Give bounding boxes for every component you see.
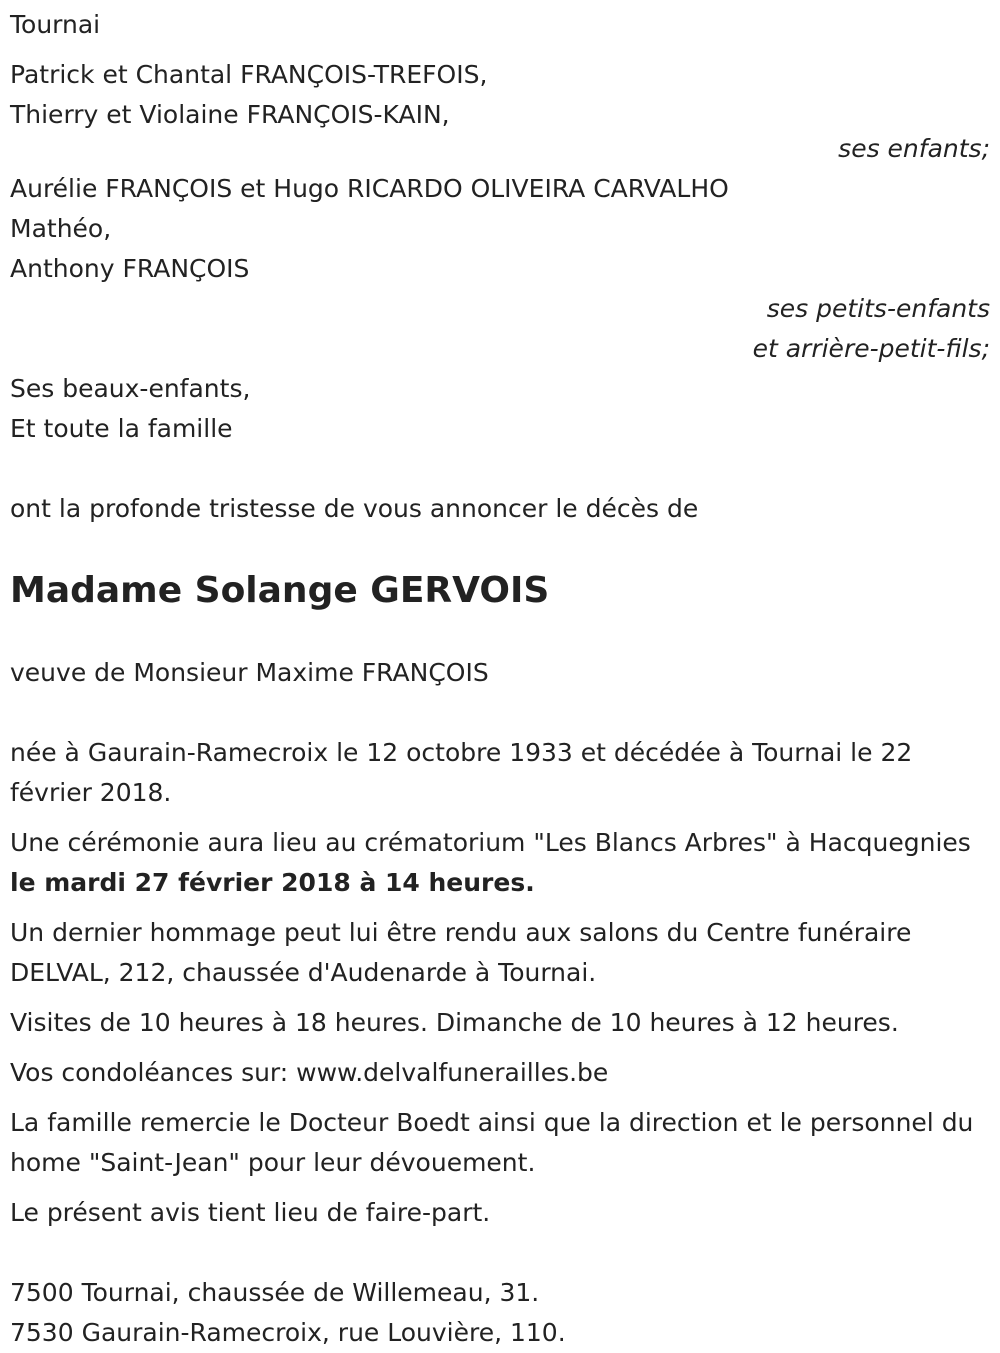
homage-text: Un dernier hommage peut lui être rendu aux salons du Centre funéraire DELVAL, 212, chaussée d'Audenarde à Tournai. — [10, 918, 912, 987]
addresses-block — [10, 1273, 990, 1353]
address-line: 7530 Gaurain-Ramecroix, rue Louvière, 110. — [10, 1318, 566, 1347]
family-line: Et toute la famille — [10, 414, 233, 443]
condolences-text: Vos condoléances sur: www.delvalfunerailles.be — [10, 1058, 609, 1087]
visits-text: Visites de 10 heures à 18 heures. Dimanche de 10 heures à 12 heures. — [10, 1008, 899, 1037]
announcement-text: ont la profonde tristesse de vous annoncer le décès de — [10, 494, 699, 523]
grandchild-line: Mathéo, — [10, 214, 112, 243]
ceremony-date: le mardi 27 février 2018 à 14 heures. — [10, 868, 535, 897]
grandchild-line: Aurélie FRANÇOIS et Hugo RICARDO OLIVEIRA CARVALHO — [10, 174, 729, 203]
child-line: Thierry et Violaine FRANÇOIS-KAIN, — [10, 100, 450, 129]
city-heading: Tournai — [10, 10, 101, 39]
grandchildren-block — [10, 169, 990, 369]
grandchild-line: Anthony FRANÇOIS — [10, 254, 250, 283]
birth-death-text: née à Gaurain-Ramecroix le 12 octobre 1933 et décédée à Tournai le 22 février 2018. — [10, 738, 913, 807]
family-line: Ses beaux-enfants, — [10, 374, 251, 403]
ceremony-text — [10, 823, 990, 903]
great-grandchild-role: et arrière-petit-fils; — [752, 334, 990, 363]
widow-of-text: veuve de Monsieur Maxime FRANÇOIS — [10, 658, 489, 687]
children-block — [10, 55, 990, 169]
notice-text: Le présent avis tient lieu de faire-part. — [10, 1198, 491, 1227]
grandchildren-role: ses petits-enfants — [766, 294, 990, 323]
thanks-text: La famille remercie le Docteur Boedt ainsi que la direction et le personnel du home "Saint-Jean" pour leur dévouement. — [10, 1108, 974, 1177]
family-block — [10, 369, 990, 449]
child-line: Patrick et Chantal FRANÇOIS-TREFOIS, — [10, 60, 488, 89]
address-line: 7500 Tournai, chaussée de Willemeau, 31. — [10, 1278, 540, 1307]
children-role: ses enfants; — [838, 134, 990, 163]
obituary-notice — [10, 5, 990, 1353]
deceased-name: Madame Solange GERVOIS — [10, 570, 550, 611]
ceremony-intro: Une cérémonie aura lieu au crématorium "Les Blancs Arbres" à Hacquegnies — [10, 828, 971, 857]
